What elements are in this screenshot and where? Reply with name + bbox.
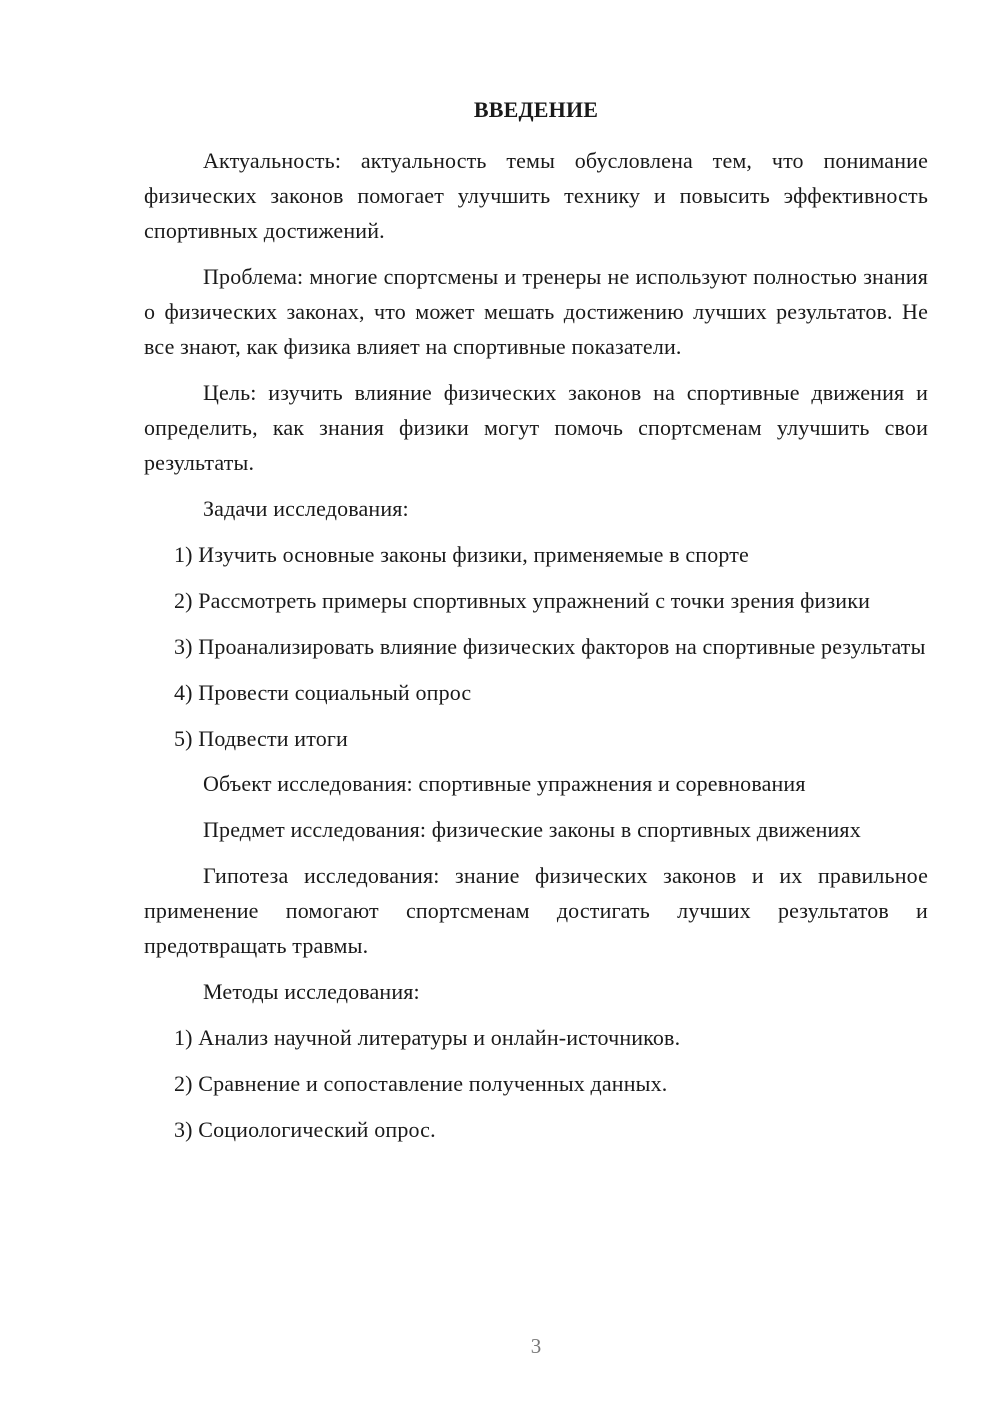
document-page (144, 0, 928, 1414)
goal-paragraph: Цель: изучить влияние физических законов на спортивные движения и определить, как знания физики могут помочь спортсменам улучшить свои результаты. (144, 380, 928, 475)
method-item-3: 3) Социологический опрос. (174, 1117, 436, 1142)
hypothesis-paragraph: Гипотеза исследования: знание физических законов и их правильное применение помогают спортсменам достигать лучших результатов и предотвращать травмы. (144, 863, 928, 958)
document-body (144, 143, 928, 1158)
task-item-2: 2) Рассмотреть примеры спортивных упражнений с точки зрения физики (174, 588, 870, 613)
method-item-1: 1) Анализ научной литературы и онлайн-источников. (174, 1025, 681, 1050)
task-item-5: 5) Подвести итоги (174, 726, 348, 751)
problem-paragraph: Проблема: многие спортсмены и тренеры не используют полностью знания о физических законах, что может мешать достижению лучших результатов. Не все знают, как физика влияет на спортивные показатели. (144, 264, 928, 359)
task-item-4: 4) Провести социальный опрос (174, 680, 472, 705)
page-number: 3 (530, 1334, 542, 1358)
methods-heading: Методы исследования: (203, 979, 420, 1004)
task-item-1: 1) Изучить основные законы физики, применяемые в спорте (174, 542, 749, 567)
object-paragraph: Объект исследования: спортивные упражнения и соревнования (203, 771, 806, 796)
tasks-heading: Задачи исследования: (203, 496, 409, 521)
section-title: ВВЕДЕНИЕ (473, 97, 599, 122)
method-item-2: 2) Сравнение и сопоставление полученных данных. (174, 1071, 668, 1096)
relevance-paragraph: Актуальность: актуальность темы обусловлена тем, что понимание физических законов помогает улучшить технику и повысить эффективность спортивных достижений. (144, 148, 928, 243)
task-item-3: 3) Проанализировать влияние физических факторов на спортивные результаты (174, 634, 926, 659)
subject-paragraph: Предмет исследования: физические законы в спортивных движениях (203, 817, 861, 842)
